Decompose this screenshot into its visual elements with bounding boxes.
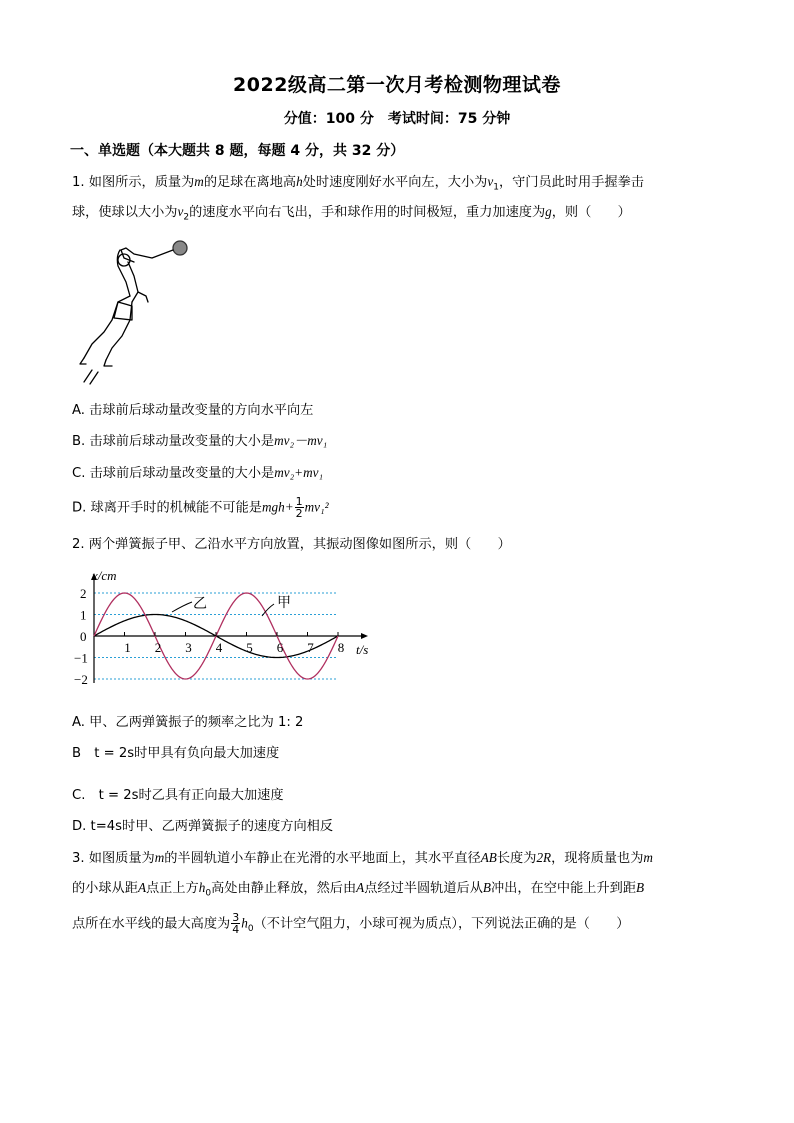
goalkeeper-figure [72,236,192,386]
q2-option-b[interactable]: B t = 2s时甲具有负向最大加速度 [72,746,280,761]
q1-option-c[interactable]: C. 击球前后球动量改变量的大小是mv₂+mv₁ [72,465,324,481]
x-tick-label: 2 [154,640,162,655]
y-tick-label: −1 [74,650,88,666]
x-tick-label: 4 [215,640,223,655]
q3-stem-line2: 的小球从距A点正上方$h_0$高处由静止释放，然后由A点经过半圆轨道后从B冲出，在空中能上升到距B [72,880,645,899]
vibration-chart [72,562,392,692]
y-tick-label: −2 [74,672,88,687]
exam-info: 分值：100 分 考试时间：75 分钟 [283,111,511,127]
q1-stem-line1: 1. 如图所示，质量为m的足球在离地高h处时速度刚好水平向左，大小为$v_1$，守门员此时用手握拳击 [72,174,644,193]
x-tick-label: 6 [276,640,284,655]
y-tick-label: 0 [80,629,87,644]
q3-stem-line1: 3. 如图质量为m的半圆轨道小车静止在光滑的水平地面上，其水平直径AB长度为2R，现将质量也为m [72,850,653,866]
legend-yi: 乙 [193,596,207,612]
q2-option-c[interactable]: C. t = 2s时乙具有正向最大加速度 [72,788,284,803]
y-axis-label: x/cm [92,568,117,583]
q1-stem-line2: 球，使球以大小为$v_2$的速度水平向右飞出，手和球作用的时间极短，重力加速度为g，则（ ） [72,204,631,223]
y-tick-label: 2 [80,586,87,601]
x-tick-label: 1 [124,640,131,655]
q1-option-a[interactable]: A. 击球前后球动量改变量的方向水平向左 [72,403,314,418]
x-tick-label: 7 [307,640,314,655]
x-tick-label: 5 [246,640,253,655]
page-title: 2022级高二第一次月考检测物理试卷 [233,74,561,96]
x-axis-arrow [361,633,368,639]
q2-option-d[interactable]: D. t=4s时甲、乙两弹簧振子的速度方向相反 [72,819,334,834]
legend-yi-pointer [172,602,192,612]
q1-option-d[interactable]: D. 球离开手时的机械能不可能是mgh+ $\frac{1}{2}$ mv₁² [72,495,329,520]
x-tick-label: 3 [185,640,192,655]
x-tick-label: 8 [337,640,345,655]
section-heading: 一、单选题（本大题共 8 题，每题 4 分，共 32 分） [70,143,405,159]
q3-stem-line3: 点所在水平线的最大高度为 $\frac{3}{4}$ $h_0$（不计空气阻力，小球可视为质点），下列说法正确的是（ ） [72,911,630,936]
x-axis-label: t/s [356,642,369,657]
fraction-one-half: $\frac{1}{2}$ [295,495,303,520]
q1-option-b[interactable]: B. 击球前后球动量改变量的大小是mv₂－mv₁ [72,433,328,449]
fraction-three-quarters: $\frac{3}{4}$ [232,911,240,936]
q2-option-a[interactable]: A. 甲、乙两弹簧振子的频率之比为 1: 2 [72,715,304,730]
y-tick-label: 1 [80,607,87,623]
legend-jia: 甲 [277,595,291,611]
q2-stem: 2. 两个弹簧振子甲、乙沿水平方向放置，其振动图像如图所示，则（ ） [72,537,511,552]
